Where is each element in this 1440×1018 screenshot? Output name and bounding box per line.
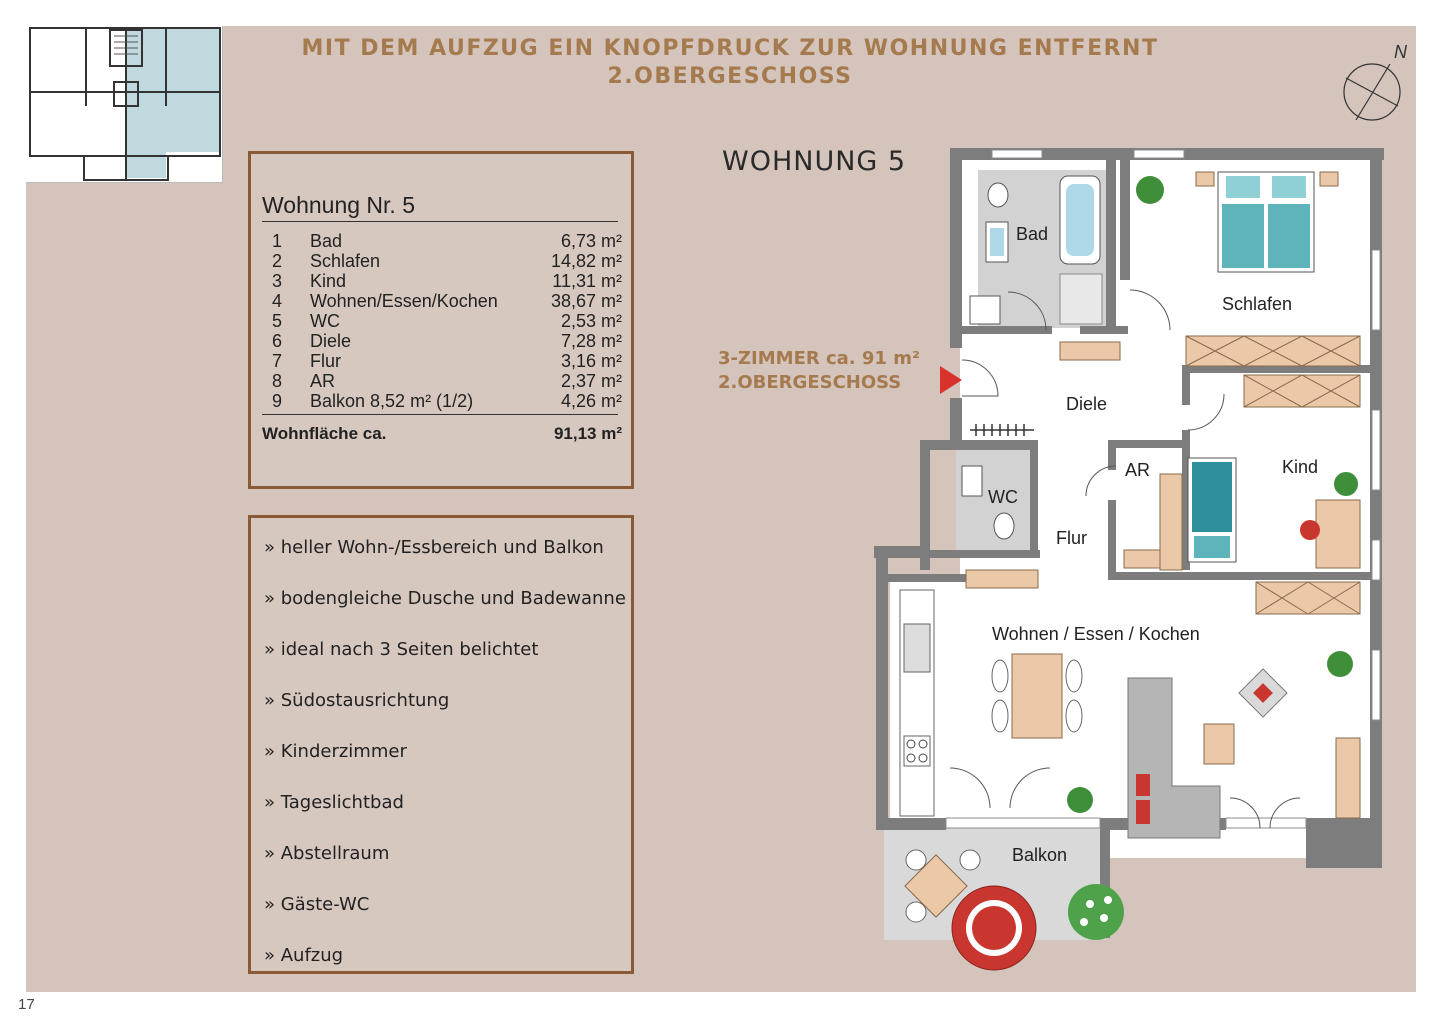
row-area: 3,16 m²: [560, 351, 622, 371]
row-room: Balkon 8,52 m² (1/2): [310, 391, 474, 411]
page-number: 17: [18, 996, 35, 1013]
row-number: 9: [272, 391, 283, 411]
room-label-diele: Diele: [1066, 394, 1108, 414]
row-area: 11,31 m²: [552, 271, 622, 291]
row-number: 1: [272, 231, 283, 251]
row-room: Kind: [310, 271, 347, 291]
row-room: Diele: [310, 331, 352, 351]
row-number: 5: [272, 311, 283, 331]
row-number: 2: [272, 251, 283, 271]
kitchen-sink-icon: [904, 624, 930, 672]
row-area: 7,28 m²: [560, 331, 622, 351]
apartment-title: WOHNUNG 5: [722, 146, 907, 177]
shower-icon: [1060, 274, 1102, 324]
nightstand-right: [1320, 172, 1338, 186]
row-number: 7: [272, 351, 283, 371]
total-value: 91,13 m²: [553, 424, 622, 443]
bed-cover-left: [1222, 204, 1264, 268]
row-number: 6: [272, 331, 283, 351]
room-label-balkon: Balkon: [1012, 845, 1068, 865]
room-label-bad: Bad: [1016, 224, 1049, 244]
row-room: Wohnen/Essen/Kochen: [310, 291, 498, 311]
bath-sink-basin: [990, 228, 1004, 256]
row-number: 3: [272, 271, 283, 291]
feature-item: » Gäste-WC: [264, 894, 370, 915]
feature-item: » Südostausrichtung: [264, 690, 450, 711]
sofa-cushion: [1136, 774, 1150, 796]
feature-item: » ideal nach 3 Seiten belichtet: [264, 639, 539, 660]
feature-item: » bodengleiche Dusche und Badewanne: [264, 588, 626, 609]
feature-item: » Aufzug: [264, 945, 344, 966]
entrance-arrow-icon: [940, 366, 962, 394]
row-area: 6,73 m²: [560, 231, 622, 251]
room-label-ar: AR: [1125, 460, 1151, 480]
row-number: 8: [272, 371, 283, 391]
room-label-kind: Kind: [1282, 457, 1319, 477]
wc-sink-icon: [962, 466, 982, 496]
feature-item: » Kinderzimmer: [264, 741, 407, 762]
pillow-left: [1226, 176, 1260, 198]
row-area: 14,82 m²: [550, 251, 622, 271]
row-room: Schlafen: [310, 251, 381, 271]
total-label: Wohnfläche ca.: [262, 424, 387, 443]
washing-machine-icon: [970, 296, 1000, 324]
row-area: 38,67 m²: [550, 291, 622, 311]
page-title: MIT DEM AUFZUG EIN KNOPFDRUCK ZUR WOHNUNG ENTFERNT: [301, 36, 1159, 61]
bathtub-water: [1066, 184, 1094, 256]
feature-item: » heller Wohn-/Essbereich und Balkon: [264, 537, 604, 558]
apartment-info-floor: 2.OBERGESCHOSS: [718, 372, 902, 393]
room-label-wc: WC: [988, 487, 1018, 507]
row-area: 4,26 m²: [560, 391, 622, 411]
toilet-icon: [988, 183, 1008, 207]
row-room: Flur: [310, 351, 341, 371]
pillow-right: [1272, 176, 1306, 198]
nightstand-left: [1196, 172, 1214, 186]
coffee-table-icon: [1204, 724, 1234, 764]
feature-item: » Abstellraum: [264, 843, 390, 864]
feature-item: » Tageslichtbad: [264, 792, 404, 813]
row-room: AR: [310, 371, 336, 391]
single-bed-cover: [1192, 462, 1232, 532]
row-area: 2,53 m²: [560, 311, 622, 331]
apartment-info-rooms: 3-ZIMMER ca. 91 m²: [718, 348, 920, 369]
row-area: 2,37 m²: [560, 371, 622, 391]
sofa-cushion: [1136, 800, 1150, 824]
wc-toilet-icon: [994, 513, 1014, 539]
row-room: WC: [310, 311, 340, 331]
row-number: 4: [272, 291, 283, 311]
parasol-center: [972, 906, 1016, 950]
compass-north-label: N: [1394, 42, 1407, 62]
room-label-flur: Flur: [1056, 528, 1087, 548]
tv-sideboard-icon: [1336, 738, 1360, 818]
area-table-title: Wohnung Nr. 5: [262, 192, 416, 218]
desk-chair-icon: [1300, 520, 1320, 540]
dining-table-icon: [1012, 654, 1062, 738]
page-subtitle: 2.OBERGESCHOSS: [607, 64, 853, 89]
single-bed-pillow: [1194, 536, 1230, 558]
row-room: Bad: [310, 231, 343, 251]
room-label-schlafen: Schlafen: [1222, 294, 1293, 314]
bed-cover-right: [1268, 204, 1310, 268]
cooktop-icon: [904, 736, 930, 766]
room-label-wohnen: Wohnen / Essen / Kochen: [992, 624, 1200, 644]
